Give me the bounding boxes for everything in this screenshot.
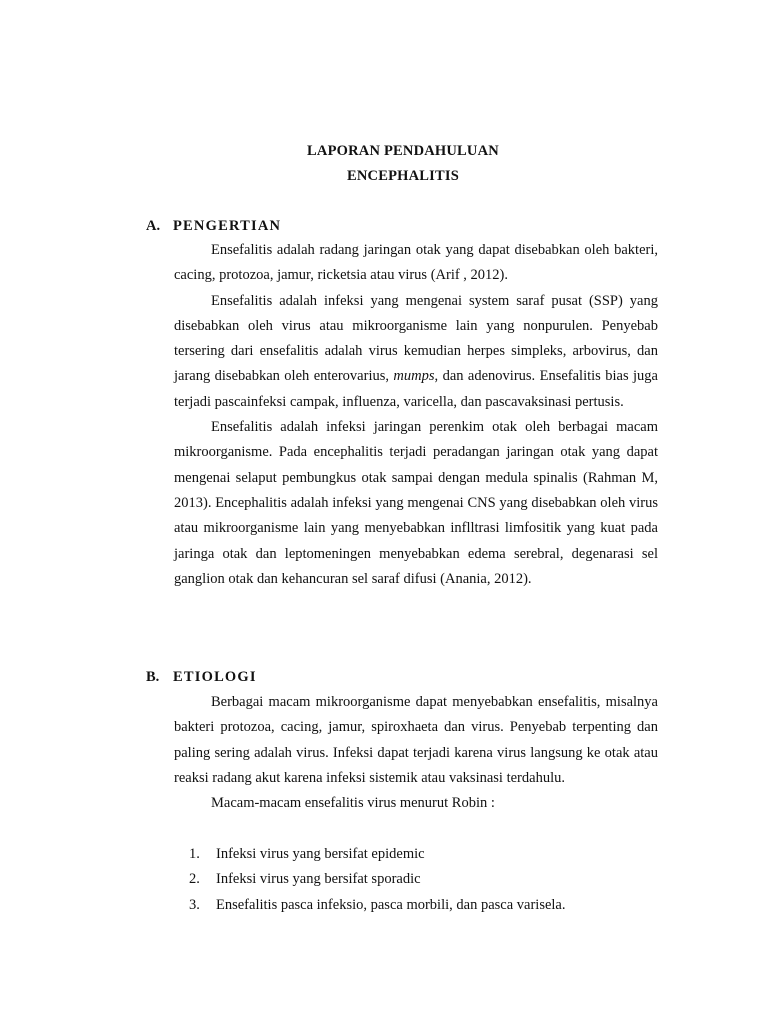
section-b-paragraph-2: Macam-macam ensefalitis virus menurut Robin : [211,795,495,812]
list-item-text: Infeksi virus yang bersifat sporadic [216,871,421,888]
list-item-number: 3. [189,896,200,913]
virus-types-list [189,842,566,918]
document-subtitle: ENCEPHALITIS [347,168,459,184]
section-a-paragraph-2-text-after: , dan adenovirus. Ensefalitis bias juga terjadi pascainfeksi campak, influenza, varicella, dan pascavaksinasi pertusis. [174,368,658,410]
section-a-letter: A. [146,218,161,234]
list-item-text: Infeksi virus yang bersifat epidemic [216,846,425,862]
section-a-paragraph-1: Ensefalitis adalah radang jaringan otak yang dapat disebabkan oleh bakteri, cacing, protozoa, jamur, ricketsia atau virus (Arif , 2012). [174,242,658,284]
list-item-number: 1. [189,846,200,862]
section-b-paragraph-1: Berbagai macam mikroorganisme dapat menyebabkan ensefalitis, misalnya bakteri protozoa, cacing, jamur, spiroxhaeta dan virus. Penyebab terpenting dan paling sering adalah virus. Infeksi dapat terjadi karena virus langsung ke otak atau reaksi radang akut karena infeksi sistemik atau vaksinasi terdahulu. [174,694,658,786]
section-a-body [174,238,658,592]
section-b-letter: B. [146,669,160,685]
section-a-paragraph-3: Ensefalitis adalah infeksi jaringan perenkim otak oleh berbagai macam mikroorganisme. Pada encephalitis terjadi peradangan jaringan otak yang dapat mengenai selaput pembungkus otak sampai dengan medula spinalis (Rahman M, 2013). Encephalitis adalah infeksi yang mengenai CNS yang disebabkan oleh virus atau mikroorganisme lain yang menyebabkan inflltrasi limfositik yang kuat pada jaringa otak dan leptomeningen menyebabkan edema serebral, degenarasi sel ganglion otak dan kehancuran sel saraf difusi (Anania, 2012). [174,419,658,587]
section-b-title: ETIOLOGI [173,669,257,685]
document-title: LAPORAN PENDAHULUAN [307,143,499,159]
list-item-number: 2. [189,871,200,888]
section-a-title: PENGERTIAN [173,218,282,234]
section-a-paragraph-2 [174,289,658,415]
section-a-heading [146,218,281,235]
list-item-text: Ensefalitis pasca infeksio, pasca morbili, dan pasca varisela. [216,896,566,913]
section-a-paragraph-2-italic: mumps [393,368,435,385]
list-item [189,893,566,918]
list-item [189,842,566,867]
section-b-heading [146,669,257,686]
section-a-paragraph-2-text-before: Ensefalitis adalah infeksi yang mengenai system saraf pusat (SSP) yang disebabkan oleh virus atau mikroorganisme lain yang nonpurulen. Penyebab tersering dari ensefalitis adalah virus kemudian herpes simpleks, arbovirus, dan jarang disebabkan oleh enterovarius, [174,292,658,385]
section-b-body [174,690,658,816]
list-item [189,867,566,892]
